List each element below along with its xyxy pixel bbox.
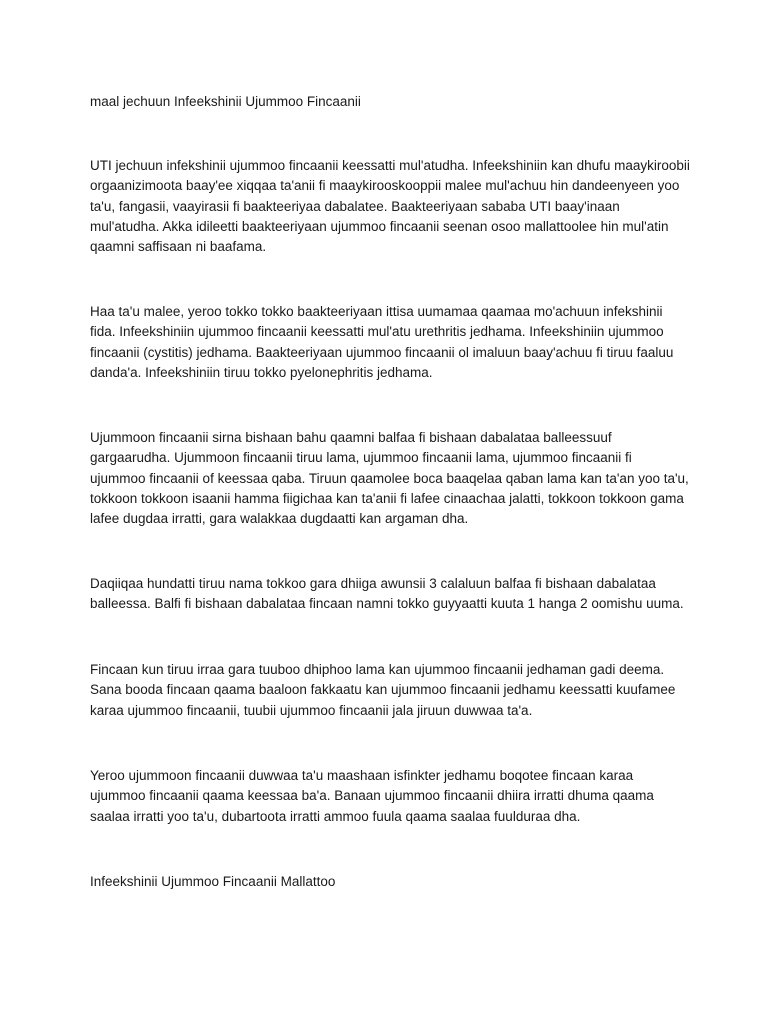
paragraph: Haa ta'u malee, yeroo tokko tokko baakteeriyaan ittisa uumamaa qaamaa mo'achuun infekshinii fida. Infeekshiniin ujummoo fincaanii keessatti mul'atu urethritis jedhama. Infeekshiniin ujummoo fincaanii (cystitis) jedhama. Baakteeriyaan ujummoo fincaanii ol imaluun baay'achuu fi tiruu faaluu danda'a. Infeekshiniin tiruu tokko pyelonephritis jedhama. [90, 304, 674, 380]
section-heading: Infeekshinii Ujummoo Fincaanii Mallattoo [90, 874, 336, 889]
paragraph: Ujummoon fincaanii sirna bishaan bahu qaamni balfaa fi bishaan dabalataa balleessuuf gargaarudha. Ujummoon fincaanii tiruu lama, ujummoo fincaanii lama, ujummoo fincaanii fi ujummoo fincaanii of keessaa qaba. Tiruun qaamolee boca baaqelaa qaban lama kan ta'an yoo ta'u, tokkoon tokkoon isaanii hamma fiigichaa kan ta'anii fi lafee cinaachaa jalatti, tokkoon tokkoon gama lafee dugdaa irratti, gara walakkaa dugdaatti kan argaman dha. [90, 430, 689, 527]
paragraph: UTI jechuun infekshinii ujummoo fincaanii keessatti mul'atudha. Infeekshiniin kan dhufu maaykiroobii orgaanizimoota baay'ee xiqqaa ta'anii fi maaykirooskooppii malee mul'achuu hin dandeenyeen yoo ta'u, fangasii, vaayirasii fi baakteeriyaa dabalatee. Baakteeriyaan sababa UTI baay'inaan mul'atudha. Akka idileetti baakteeriyaan ujummoo fincaanii seenan osoo mallattoolee hin mul'atin qaamni saffisaan ni baafama. [90, 158, 690, 255]
paragraph: Fincaan kun tiruu irraa gara tuuboo dhiphoo lama kan ujummoo fincaanii jedhaman gadi deema. Sana booda fincaan qaama baaloon fakkaatu kan ujummoo fincaanii jedhamu keessatti kuufamee karaa ujummoo fincaanii, tuubii ujummoo fincaanii jala jiruun duwwaa ta'a. [90, 662, 676, 718]
document-title: maal jechuun Infeekshinii Ujummoo Fincaanii [90, 94, 361, 109]
paragraph: Daqiiqaa hundatti tiruu nama tokkoo gara dhiiga awunsii 3 calaluun balfaa fi bishaan dabalataa balleessa. Balfi fi bishaan dabalataa fincaan namni tokko guyyaatti kuuta 1 hanga 2 oomishu uuma. [90, 576, 684, 612]
paragraph: Yeroo ujummoon fincaanii duwwaa ta'u maashaan isfinkter jedhamu boqotee fincaan karaa ujummoo fincaanii qaama keessaa ba'a. Banaan ujummoo fincaanii dhiira irratti dhuma qaama saalaa irratti yoo ta'u, dubartoota irratti ammoo fuula qaama saalaa fuulduraa dha. [90, 768, 654, 824]
